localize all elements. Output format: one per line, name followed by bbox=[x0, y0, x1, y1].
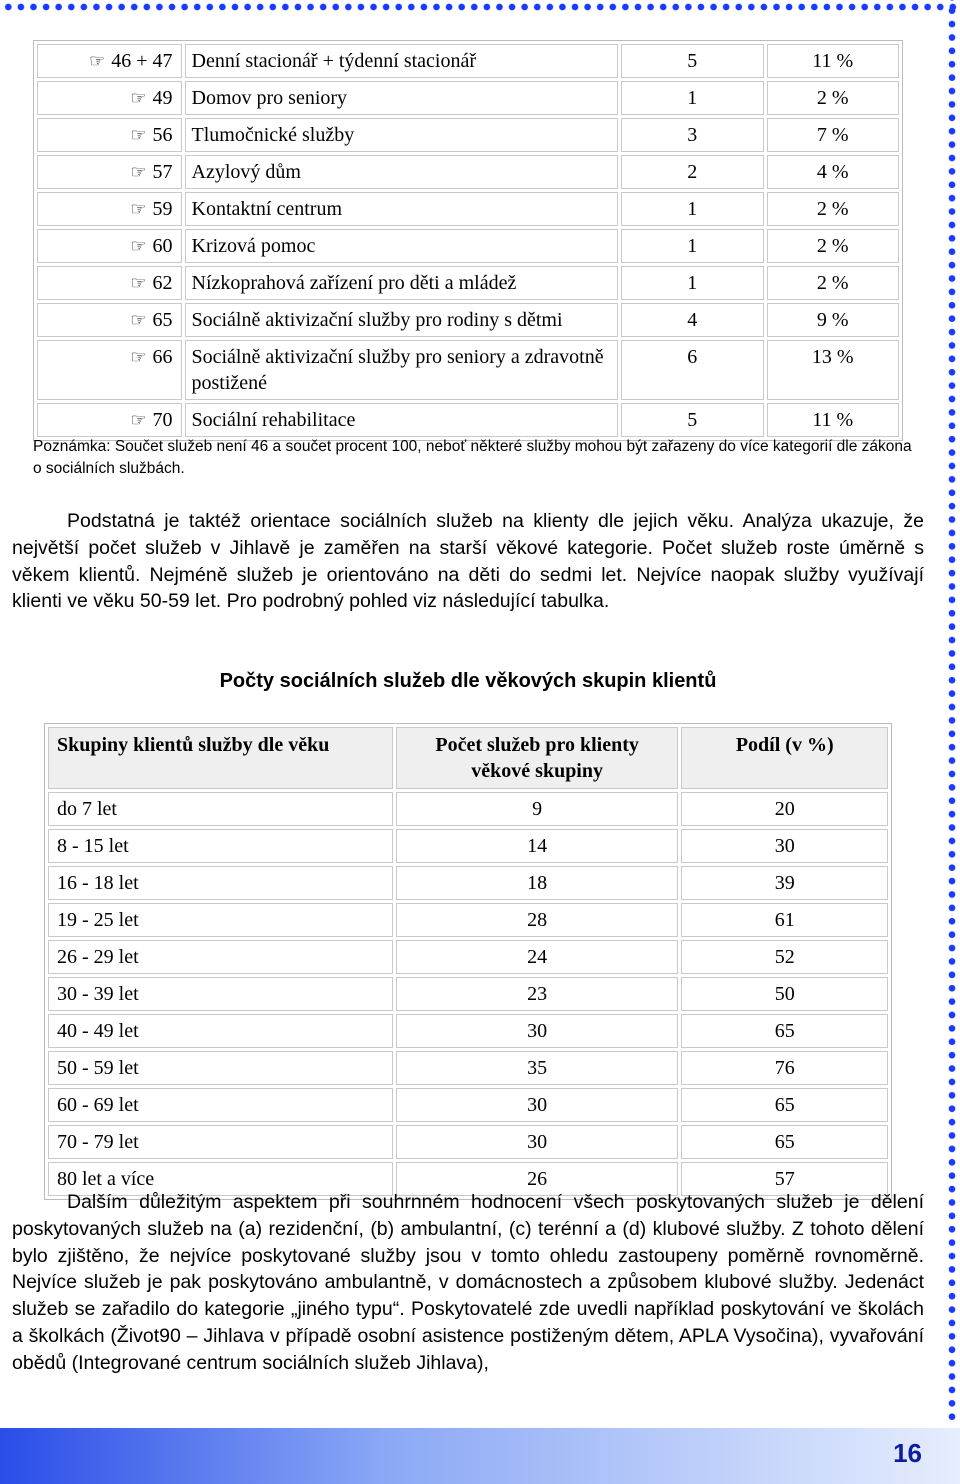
service-count: 1 bbox=[621, 192, 764, 226]
age-group: 8 - 15 let bbox=[48, 829, 393, 863]
age-share: 52 bbox=[681, 940, 888, 974]
pointing-finger-icon: ☞ bbox=[130, 125, 147, 145]
service-count: 2 bbox=[621, 155, 764, 189]
service-name: Sociálně aktivizační služby pro seniory a zdravotně postižené bbox=[185, 340, 619, 400]
service-code: 62 bbox=[152, 272, 173, 294]
service-percent: 11 % bbox=[767, 403, 899, 437]
service-row bbox=[37, 155, 899, 189]
service-code: 59 bbox=[152, 198, 173, 220]
pointing-finger-icon: ☞ bbox=[130, 273, 147, 293]
service-count: 1 bbox=[621, 229, 764, 263]
age-group: 80 let a více bbox=[48, 1162, 393, 1196]
service-code: 57 bbox=[152, 161, 173, 183]
service-code: 65 bbox=[152, 309, 173, 331]
paragraph-age-orientation: Podstatná je taktéž orientace sociálních služeb na klienty dle jejich věku. Analýza ukazuje, že největší počet služeb v Jihlavě je zaměřen na starší věkové kategorie. Počet služeb roste úměrně s věkem klientů. Nejméně služeb je orientováno na děti do sedmi let. Nejvíce naopak služby využívají klienti ve věku 50-59 let. Pro podrobný pohled viz následující tabulka. bbox=[12, 510, 924, 613]
age-group: 60 - 69 let bbox=[48, 1088, 393, 1122]
age-share: 39 bbox=[681, 866, 888, 900]
service-name: Domov pro seniory bbox=[185, 81, 619, 115]
service-count: 5 bbox=[621, 44, 764, 78]
service-count: 3 bbox=[621, 118, 764, 152]
service-row bbox=[37, 229, 899, 263]
age-share: 20 bbox=[681, 792, 888, 826]
service-percent: 9 % bbox=[767, 303, 899, 337]
service-name: Tlumočnické služby bbox=[185, 118, 619, 152]
service-percent: 2 % bbox=[767, 81, 899, 115]
right-dotted-border bbox=[944, 0, 960, 1420]
service-row bbox=[37, 81, 899, 115]
age-share: 65 bbox=[681, 1125, 888, 1159]
service-row bbox=[37, 192, 899, 226]
age-count: 30 bbox=[396, 1088, 679, 1122]
age-count: 23 bbox=[396, 977, 679, 1011]
service-name: Nízkoprahová zařízení pro děti a mládež bbox=[185, 266, 619, 300]
age-row bbox=[48, 866, 888, 900]
pointing-finger-icon: ☞ bbox=[130, 236, 147, 256]
service-count: 5 bbox=[621, 403, 764, 437]
age-count: 35 bbox=[396, 1051, 679, 1085]
service-percent: 2 % bbox=[767, 229, 899, 263]
pointing-finger-icon: ☞ bbox=[130, 310, 147, 330]
service-name: Azylový dům bbox=[185, 155, 619, 189]
pointing-finger-icon: ☞ bbox=[89, 51, 106, 71]
pointing-finger-icon: ☞ bbox=[130, 410, 147, 430]
age-share: 57 bbox=[681, 1162, 888, 1196]
service-code-cell bbox=[37, 403, 182, 437]
age-group: 30 - 39 let bbox=[48, 977, 393, 1011]
service-row bbox=[37, 340, 899, 400]
age-count: 14 bbox=[396, 829, 679, 863]
service-row bbox=[37, 403, 899, 437]
service-count: 6 bbox=[621, 340, 764, 400]
service-code-cell bbox=[37, 192, 182, 226]
age-share: 65 bbox=[681, 1088, 888, 1122]
service-percent: 13 % bbox=[767, 340, 899, 400]
age-count: 30 bbox=[396, 1014, 679, 1048]
service-name: Kontaktní centrum bbox=[185, 192, 619, 226]
age-share: 50 bbox=[681, 977, 888, 1011]
age-group: 19 - 25 let bbox=[48, 903, 393, 937]
service-code-cell bbox=[37, 44, 182, 78]
service-code-cell bbox=[37, 303, 182, 337]
age-count: 30 bbox=[396, 1125, 679, 1159]
top-dotted-border bbox=[0, 0, 960, 14]
service-count: 1 bbox=[621, 81, 764, 115]
service-count: 4 bbox=[621, 303, 764, 337]
age-row bbox=[48, 1088, 888, 1122]
service-code-cell bbox=[37, 118, 182, 152]
age-count: 18 bbox=[396, 866, 679, 900]
service-name: Denní stacionář + týdenní stacionář bbox=[185, 44, 619, 78]
header-share: Podíl (v %) bbox=[681, 727, 888, 789]
age-row bbox=[48, 940, 888, 974]
age-count: 26 bbox=[396, 1162, 679, 1196]
service-row bbox=[37, 266, 899, 300]
age-share: 65 bbox=[681, 1014, 888, 1048]
service-code-cell bbox=[37, 81, 182, 115]
service-code: 70 bbox=[152, 409, 173, 431]
age-group: 26 - 29 let bbox=[48, 940, 393, 974]
service-name: Sociálně aktivizační služby pro rodiny s dětmi bbox=[185, 303, 619, 337]
service-row bbox=[37, 303, 899, 337]
header-age-group: Skupiny klientů služby dle věku bbox=[48, 727, 393, 789]
age-count: 28 bbox=[396, 903, 679, 937]
age-row bbox=[48, 1125, 888, 1159]
age-group: do 7 let bbox=[48, 792, 393, 826]
page-number: 16 bbox=[893, 1438, 922, 1468]
service-name: Krizová pomoc bbox=[185, 229, 619, 263]
service-code-cell bbox=[37, 266, 182, 300]
age-row bbox=[48, 792, 888, 826]
service-percent: 2 % bbox=[767, 266, 899, 300]
age-share: 76 bbox=[681, 1051, 888, 1085]
service-code-cell bbox=[37, 340, 182, 400]
age-groups-table bbox=[44, 723, 892, 1200]
age-count: 9 bbox=[396, 792, 679, 826]
service-row bbox=[37, 44, 899, 78]
services-table bbox=[33, 40, 903, 441]
service-code: 56 bbox=[152, 124, 173, 146]
service-count: 1 bbox=[621, 266, 764, 300]
paragraph-service-types: Dalším důležitým aspektem při souhrnném hodnocení všech poskytovaných služeb je dělení poskytovaných služeb na (a) rezidenční, (b) ambulantní, (c) terénní a (d) klubové služby. Z tohoto dělení bylo zjištěno, že nejvíce poskytované služby jsou v tomto ohledu zastoupeny poměrně rovnoměrně. Nejvíce služeb je pak poskytováno ambulantně, v domácnostech a způsobem klubové služby. Jedenáct služeb se zařadilo do kategorie „jiného typu“. Poskytovatelé zde uvedli například poskytování ve školách a školkách (Život90 – Jihlava v případě osobní asistence postiženým dětem, APLA Vysočina), vyvařování obědů (Integrované centrum sociálních služeb Jihlava), bbox=[12, 1191, 924, 1374]
pointing-finger-icon: ☞ bbox=[130, 162, 147, 182]
age-group: 50 - 59 let bbox=[48, 1051, 393, 1085]
service-code: 66 bbox=[152, 346, 173, 368]
service-code-cell bbox=[37, 155, 182, 189]
age-group: 70 - 79 let bbox=[48, 1125, 393, 1159]
age-row bbox=[48, 903, 888, 937]
age-table-header-row bbox=[48, 727, 888, 789]
service-code-cell bbox=[37, 229, 182, 263]
age-row bbox=[48, 1051, 888, 1085]
pointing-finger-icon: ☞ bbox=[130, 347, 147, 367]
header-service-count: Počet služeb pro klienty věkové skupiny bbox=[396, 727, 679, 789]
service-code: 49 bbox=[152, 87, 173, 109]
age-row bbox=[48, 1014, 888, 1048]
service-code: 60 bbox=[152, 235, 173, 257]
age-share: 61 bbox=[681, 903, 888, 937]
age-row bbox=[48, 977, 888, 1011]
age-group: 40 - 49 let bbox=[48, 1014, 393, 1048]
pointing-finger-icon: ☞ bbox=[130, 199, 147, 219]
service-row bbox=[37, 118, 899, 152]
service-code: 46 + 47 bbox=[111, 50, 173, 72]
age-row bbox=[48, 829, 888, 863]
service-percent: 7 % bbox=[767, 118, 899, 152]
age-group: 16 - 18 let bbox=[48, 866, 393, 900]
age-count: 24 bbox=[396, 940, 679, 974]
age-share: 30 bbox=[681, 829, 888, 863]
pointing-finger-icon: ☞ bbox=[130, 88, 147, 108]
service-name: Sociální rehabilitace bbox=[185, 403, 619, 437]
table-note: Poznámka: Součet služeb není 46 a součet procent 100, neboť některé služby mohou být zařazeny do více kategorií dle zákona o sociálních službách. bbox=[33, 438, 912, 477]
service-percent: 2 % bbox=[767, 192, 899, 226]
service-percent: 11 % bbox=[767, 44, 899, 78]
service-percent: 4 % bbox=[767, 155, 899, 189]
footer-bar bbox=[0, 1428, 960, 1484]
age-table-title: Počty sociálních služeb dle věkových skupin klientů bbox=[219, 670, 717, 692]
